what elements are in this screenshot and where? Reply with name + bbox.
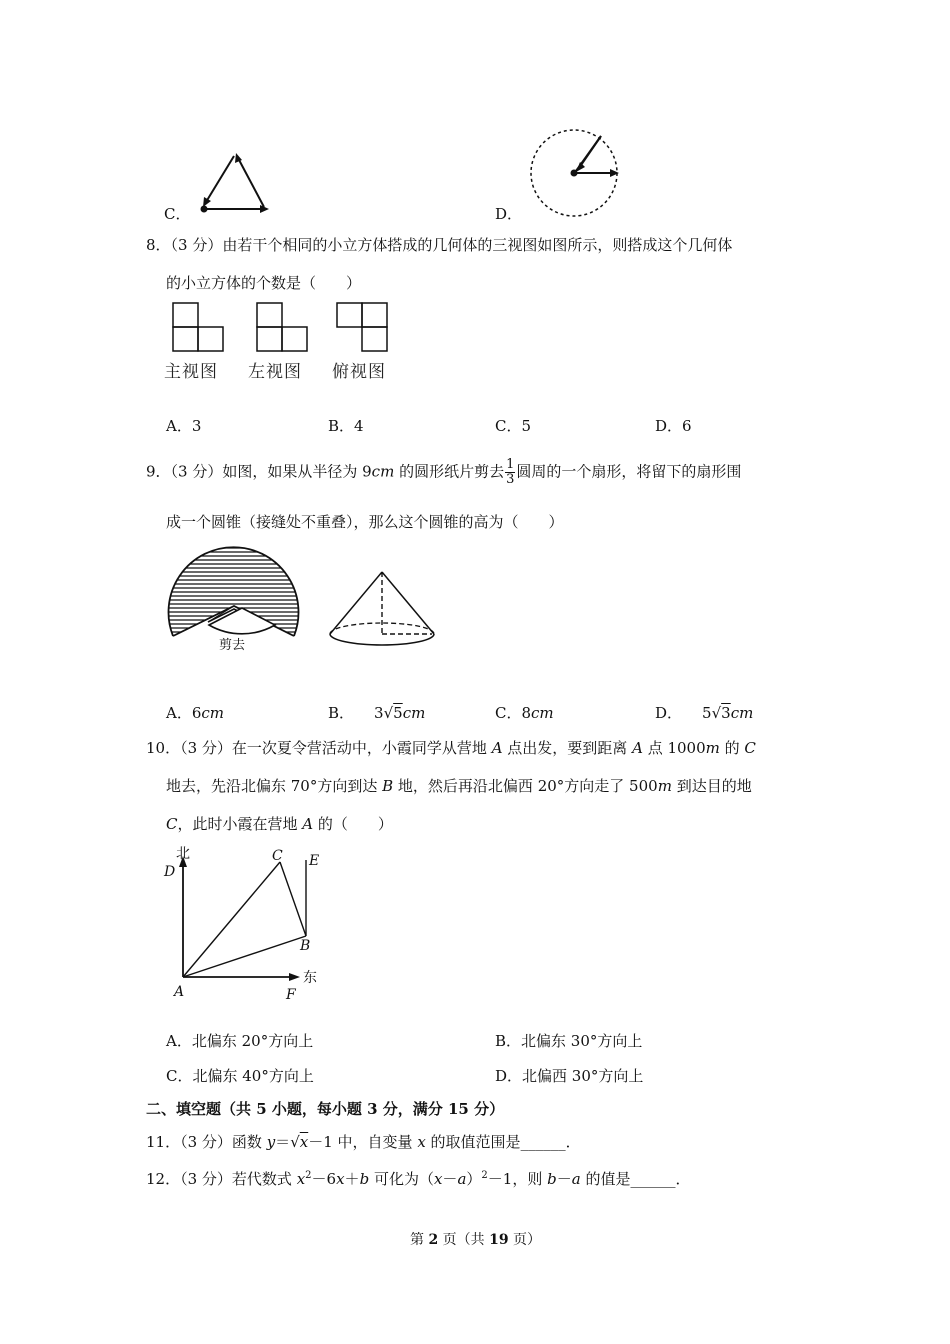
q8-left-view-label: 左视图 [248,362,302,382]
q10-label-c: C [272,848,283,864]
q8-top-view [336,302,388,352]
q8-front-view-label: 主视图 [164,362,218,382]
q9-option-d: D． 5√3cm [655,704,754,722]
q10-option-b: B．北偏东 30°方向上 [495,1032,643,1050]
q9-fraction: $\frac{1}{3}$ [506,457,515,487]
q9-option-b: B． 3√5cm [328,704,426,722]
q10-option-c: C．北偏东 40°方向上 [166,1067,314,1085]
section-title-fill-in: 二、填空题（共 5 小题，每小题 3 分，满分 15 分） [146,1100,505,1118]
q9-option-c: C．8cm [495,704,554,722]
q10-label-b: B [300,938,311,954]
q10-label-f: F [286,987,296,1003]
q7-circle-figure [526,126,622,218]
q10-option-d: D．北偏西 30°方向上 [495,1067,644,1085]
q9-line2: 成一个圆锥（接缝处不重叠），那么这个圆锥的高为（ ） [166,513,564,531]
q7-option-c-label: C． [164,205,191,223]
q7-triangle-figure [194,148,274,218]
q10-line1: 10．（3 分）在一次夏令营活动中，小霞同学从营地 A 点出发，要到距离 A 点 1000m 的 C [146,739,756,757]
q8-option-b: B．4 [328,417,364,435]
q8-front-view [172,302,224,352]
total-page-count: 19 [489,1232,509,1248]
q8-option-c: C．5 [495,417,532,435]
q9-option-a: A．6cm [166,704,225,722]
q11-line: 11．（3 分）函数 y＝√x－1 中，自变量 x 的取值范围是______． [146,1133,581,1151]
q8-line2: 的小立方体的个数是（ ） [166,274,362,292]
q10-label-east: 东 [303,970,317,986]
q10-label-d: D [164,864,176,880]
q8-option-a: A．3 [166,417,202,435]
q8-top-view-label: 俯视图 [332,362,386,382]
current-page-number: 2 [428,1232,439,1248]
q9-cone-figure [326,568,440,652]
q10-line2: 地去，先沿北偏东 70°方向到达 B 地，然后再沿北偏西 20°方向走了 500m 到达目的地 [166,777,752,795]
q10-option-a: A．北偏东 20°方向上 [166,1032,314,1050]
q10-label-a: A [174,984,185,1000]
q10-line3: C，此时小霞在营地 A 的（ ） [166,815,393,833]
q10-label-e: E [309,853,320,869]
q8-left-view [256,302,308,352]
q11-answer-blank[interactable]: ______ [520,1133,566,1151]
q8-line1: 8．（3 分）由若干个相同的小立方体搭成的几何体的三视图如图所示，则搭成这个几何体 [146,236,733,254]
page-footer: 第 2 页（共 19 页） [410,1232,542,1248]
q12-line: 12．（3 分）若代数式 $x^2-6x+b$ 可化为$(x-a)^2-1$，则 b－a 的值是______． [146,1170,691,1188]
q8-option-d: D．6 [655,417,692,435]
q9-line1: 9．（3 分）如图，如果从半径为 9cm 的圆形纸片剪去 $\frac{1}{3}$ 圆周的一个扇形，将留下的扇形围 [146,457,742,487]
q12-answer-blank[interactable]: ______ [630,1170,676,1188]
q10-label-north: 北 [176,846,190,862]
q9-cut-label: 剪去 [219,638,246,653]
q7-option-d-label: D． [495,205,523,223]
